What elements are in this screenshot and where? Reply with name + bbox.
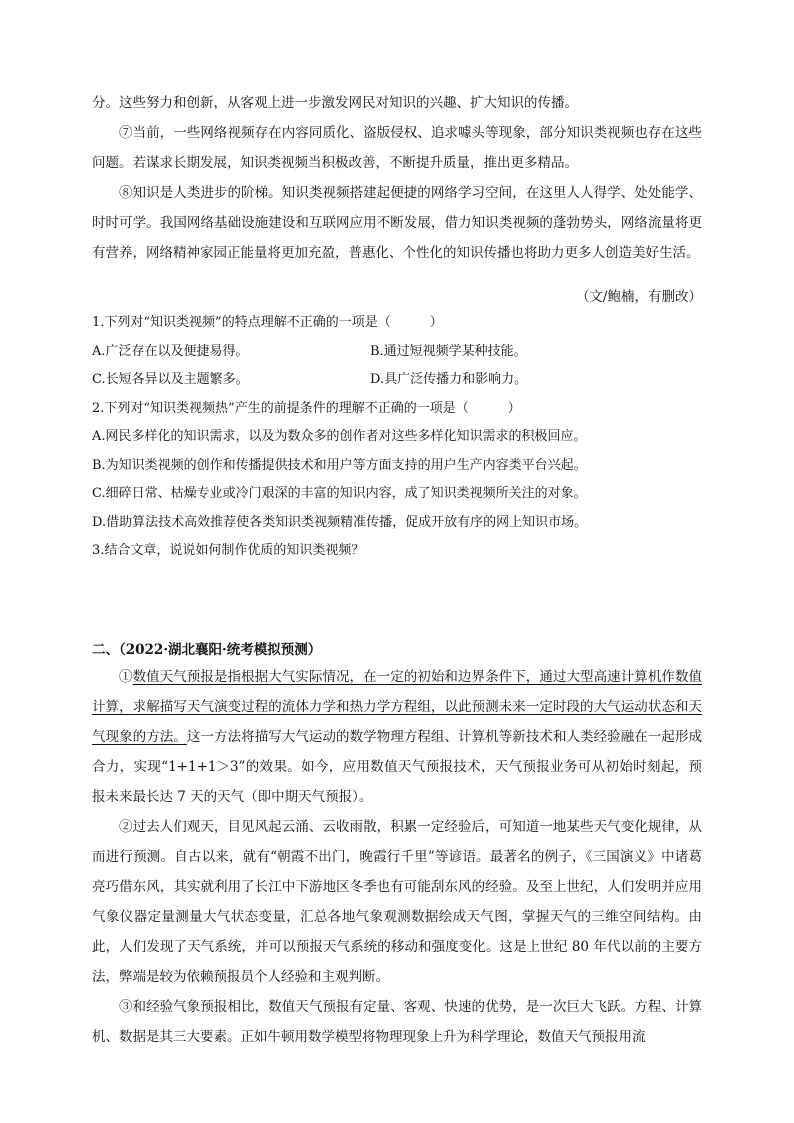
option-a: A.广泛存在以及便捷易得。 xyxy=(92,343,249,359)
paragraph-7: ⑦当前，一些网络视频存在内容同质化、盗版侵权、追求噱头等现象，部分知识类视频也存在这些问题。若谋求长期发展，知识类视频当积极改善，不断提升质量，推出更多精品。 xyxy=(92,125,702,171)
option-b: B.通过短视频学某种技能。 xyxy=(370,343,527,359)
question-2-stem: 2.下列对“知识类视频热”产生的前提条件的理解不正确的一项是（ ） xyxy=(92,400,521,416)
paragraph-s2-1 xyxy=(92,662,702,812)
question-1-options-row-1 xyxy=(92,338,702,367)
question-3-stem: 3.结合文章，说说如何制作优质的知识类视频？ xyxy=(92,543,365,558)
question-2-option-d: D.借助算法技术高效推荐使各类知识类视频精准传播，促成开放有序的网上知识市场。 xyxy=(92,514,588,530)
question-1-options-row-2 xyxy=(92,366,702,395)
question-2-option-a: A.网民多样化的知识需求，以及为数众多的创作者对这些多样化知识需求的积极回应。 xyxy=(92,429,587,444)
paragraph-s2-3: ③和经验气象预报相比，数值天气预报有定量、客观、快速的优势，是一次巨大飞跃。方程、计算机、数据是其三大要素。正如牛顿用数学模型将物理现象上升为科学理论，数值天气预报用流 xyxy=(92,999,702,1045)
source-attribution: （文/鲍楠，有删改） xyxy=(575,289,702,305)
passage-one xyxy=(92,88,702,268)
passage-two xyxy=(92,662,702,1052)
question-2-option-b: B.为知识类视频的创作和传播提供技术和用户等方面支持的用户生产内容类平台兴起。 xyxy=(92,457,587,473)
questions-block xyxy=(92,309,702,566)
question-1-stem: 1.下列对“知识类视频”的特点理解不正确的一项是（ ） xyxy=(92,315,443,330)
option-c: C.长短各异以及主题繁多。 xyxy=(92,372,249,387)
section-two-heading-text: 二、（2022·湖北襄阳·统考模拟预测） xyxy=(92,642,322,658)
section-two-heading xyxy=(92,640,321,660)
question-2-option-c: C.细碎日常、枯燥专业或冷门艰深的丰富的知识内容，成了知识类视频所关注的对象。 xyxy=(92,486,587,501)
paragraph-s2-1-rest: 这一方法将描写大气运动的数学物理方程组、计算机等新技术和人类经验融在一起形成合力，实现“1+1+1＞3”的效果。如今，应用数值天气预报技术，天气预报业务可从初始时刻起，预报未来最长达 7 天的天气（即中期天气预报）。 xyxy=(92,729,703,805)
paragraph-8: ⑧知识是人类进步的阶梯。知识类视频搭建起便捷的网络学习空间，在这里人人得学、处处能学、时时可学。我国网络基础设施建设和互联网应用不断发展，借力知识类视频的蓬勃势头，网络流量将更有营养，网络精神家园正能量将更加充盈，普惠化、个性化的知识传播也将助力更多人创造美好生活。 xyxy=(92,185,702,261)
underlined-definition: 数值天气预报是指根据大气实际情况，在一定的初始和边界条件下，通过大型高速计算机作数值计算，求解描写天气演变过程的流体力学和热力学方程组，以此预测未来一定时段的大气运动状态和天气现象的方法。 xyxy=(92,669,703,745)
paragraph-s2-2: ②过去人们观天，目见风起云涌、云收雨散，积累一定经验后，可知道一地某些天气变化规律，从而进行预测。自古以来，就有“朝霞不出门，晚霞行千里”等谚语。最著名的例子，《三国演义》中诸葛亮巧借东风，其实就利用了长江中下游地区冬季也有可能刮东风的经验。及至上世纪，人们发明并应用气象仪器定量测量大气状态变量，汇总各地气象观测数据绘成天气图，掌握天气的三维空间结构。由此，人们发现了天气系统，并可以预报天气系统的移动和强度变化。这是上世纪 80 年代以前的主要方法，弊端是较为依赖预报员个人经验和主观判断。 xyxy=(92,819,702,985)
option-d: D.具广泛传播力和影响力。 xyxy=(370,372,528,387)
paragraph-number: ① xyxy=(119,669,133,685)
paragraph-continued: 分。这些努力和创新，从客观上进一步激发网民对知识的兴趣、扩大知识的传播。 xyxy=(92,95,578,111)
